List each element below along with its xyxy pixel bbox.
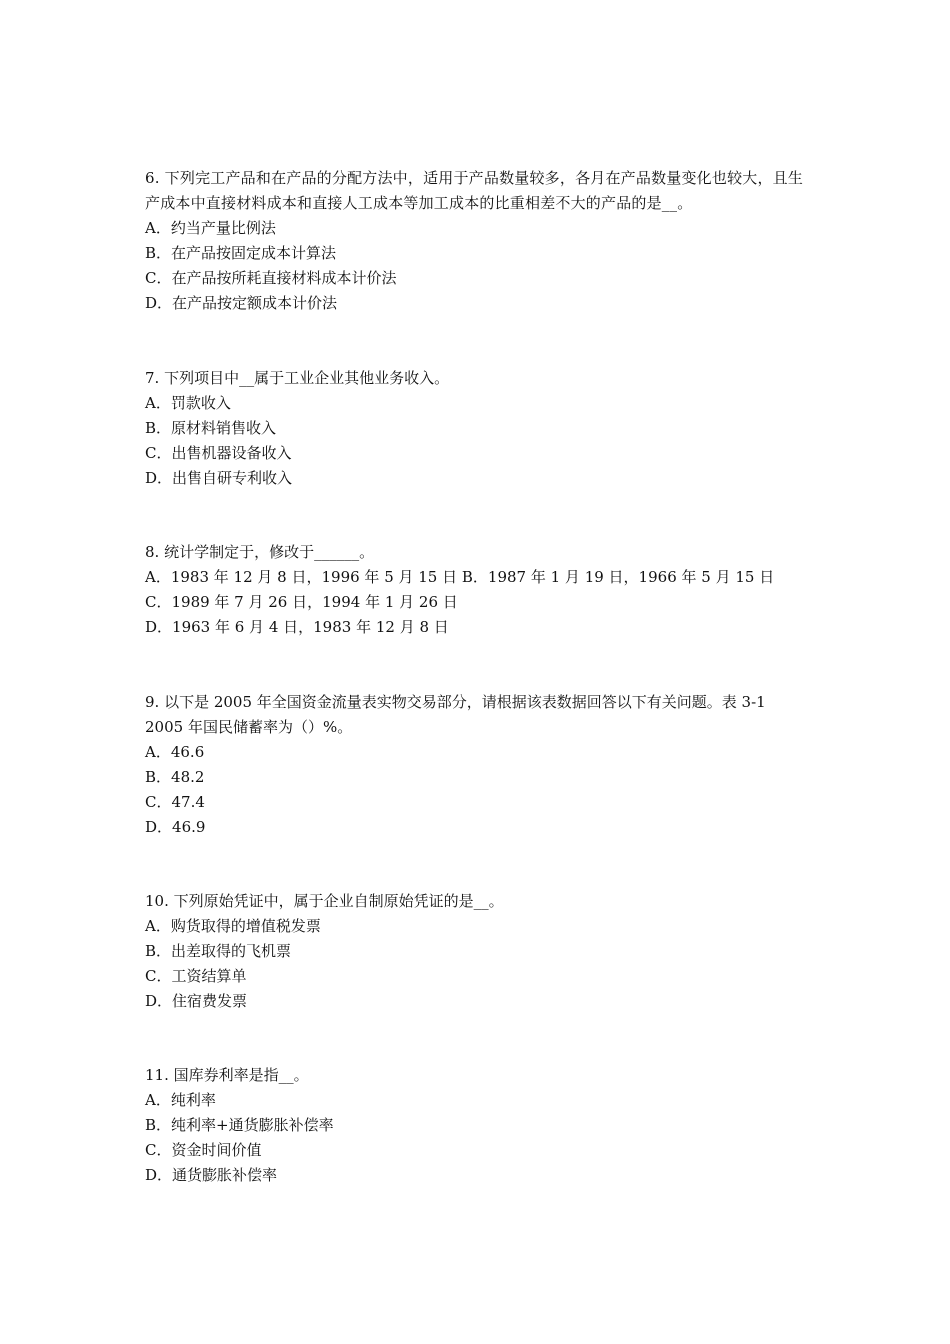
option-c: C．工资结算单	[145, 967, 247, 985]
question-6	[145, 166, 815, 316]
option-b: B．在产品按固定成本计算法	[145, 244, 337, 262]
option-c: C．1989 年 7 月 26 日，1994 年 1 月 26 日	[145, 593, 458, 611]
question-8	[145, 540, 815, 640]
option-c: C．出售机器设备收入	[145, 444, 292, 462]
option-b: B．纯利率+通货膨胀补偿率	[145, 1116, 334, 1134]
option-a: A．46.6	[145, 743, 205, 761]
option-c: C．在产品按所耗直接材料成本计价法	[145, 269, 397, 287]
option-d: D．出售自研专利收入	[145, 469, 293, 487]
question-stem: 6. 下列完工产品和在产品的分配方法中，适用于产品数量较多，各月在产品数量变化也较大，且生产成本中直接材料成本和直接人工成本等加工成本的比重相差不大的产品的是__。	[145, 169, 804, 212]
option-d: D．1963 年 6 月 4 日，1983 年 12 月 8 日	[145, 618, 449, 636]
question-stem: 11. 国库券利率是指__。	[145, 1066, 309, 1084]
question-7	[145, 366, 815, 491]
question-9	[145, 690, 815, 840]
option-b: B．48.2	[145, 768, 205, 786]
question-10	[145, 889, 815, 1014]
option-c: C．47.4	[145, 793, 205, 811]
option-a: A．纯利率	[145, 1091, 216, 1109]
option-a: A．约当产量比例法	[145, 219, 276, 237]
option-a: A．罚款收入	[145, 394, 231, 412]
option-b: B．出差取得的飞机票	[145, 942, 292, 960]
question-11	[145, 1063, 815, 1188]
question-stem: 8. 统计学制定于，修改于______。	[145, 543, 375, 561]
option-b: B．原材料销售收入	[145, 419, 277, 437]
option-a-b: A．1983 年 12 月 8 日，1996 年 5 月 15 日 B．1987 年 1 月 19 日，1966 年 5 月 15 日	[145, 568, 775, 586]
question-stem-line-2: 2005 年国民储蓄率为（）%。	[145, 718, 353, 736]
option-d: D．在产品按定额成本计价法	[145, 294, 338, 312]
option-a: A．购货取得的增值税发票	[145, 917, 321, 935]
option-d: D．46.9	[145, 818, 206, 836]
option-d: D．通货膨胀补偿率	[145, 1166, 278, 1184]
question-stem: 7. 下列项目中__属于工业企业其他业务收入。	[145, 369, 450, 387]
question-stem-line-1: 9. 以下是 2005 年全国资金流量表实物交易部分，请根据该表数据回答以下有关问题。表 3-1	[145, 693, 766, 711]
option-d: D．住宿费发票	[145, 992, 248, 1010]
option-c: C．资金时间价值	[145, 1141, 262, 1159]
question-stem: 10. 下列原始凭证中，属于企业自制原始凭证的是__。	[145, 892, 504, 910]
